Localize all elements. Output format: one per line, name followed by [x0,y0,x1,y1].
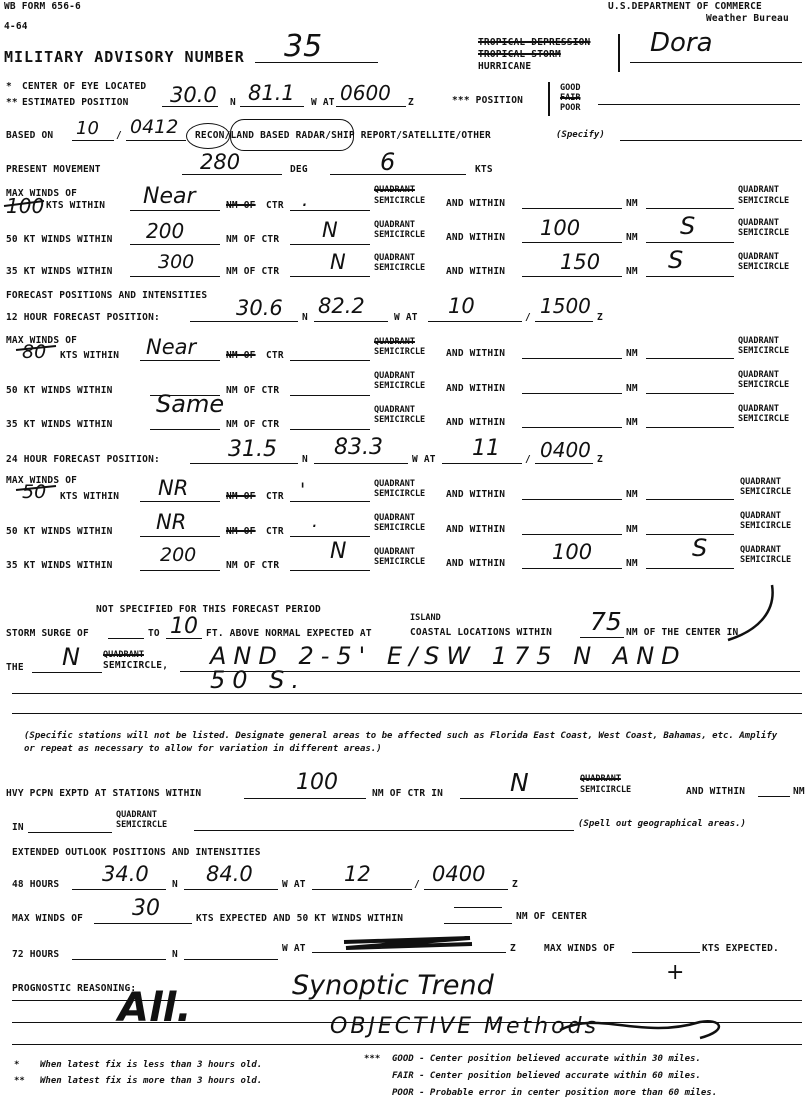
f24-slash: / [525,454,531,465]
f24-w35: 200 [160,544,197,566]
w50-semicircle-r: SEMICIRCLE [738,228,790,238]
f24-w50-nm-struck: NM OF [226,526,256,537]
h72-max-winds-label: MAX WINDS OF [544,943,616,954]
w35-semicircle: SEMICIRCLE [374,263,426,273]
advisory-number: 35 [284,29,323,64]
center-time: 0600 [340,81,391,105]
h48-lon: 84.0 [206,862,253,886]
not-specified-label: NOT SPECIFIED FOR THIS FORECAST PERIOD [96,604,321,615]
h48-kts-expected: KTS EXPECTED AND 50 KT WINDS WITHIN [196,913,404,924]
based-time: 0412 [130,116,179,138]
f24-w50-quadrant: QUADRANT [374,513,415,523]
h48-n: N [172,879,178,890]
f12-quadrant-struck: QUADRANT [374,337,415,347]
max-winds-label: MAX WINDS OF [6,188,78,199]
w35-value: 300 [158,251,195,273]
f12-w50-quadrant-r: QUADRANT [738,370,779,380]
f12-w35-semicircle-r: SEMICIRCLE [738,414,790,424]
w35-within2: 150 [560,250,601,274]
f24-z: Z [597,454,603,465]
f12-lon: 82.2 [318,294,365,318]
type-hurricane: HURRICANE [478,61,532,72]
f12-lat: 30.6 [236,296,283,320]
h48-max-value: 30 [132,896,160,921]
f12-label: 12 HOUR FORECAST POSITION: [6,312,160,323]
w50-label: 50 KT WINDS WITHIN [6,234,113,245]
pcpn-semicircle-2: SEMICIRCLE [116,820,168,830]
type-depression: TROPICAL DEPRESSION [478,37,591,48]
footer-note-2: When latest fix is more than 3 hours old. [40,1076,263,1086]
f12-semicircle-r: SEMICIRCLE [738,346,790,356]
f12-same: Same [156,390,225,418]
footer-poor: POOR - Probable error in center position more than 60 miles. [392,1088,718,1098]
f12-w35-label: 35 KT WINDS WITHIN [6,419,113,430]
f24-nm: NM [626,489,638,500]
f12-nm: NM [626,348,638,359]
f24-w35-semicircle-r: SEMICIRCLE [740,555,792,565]
footer-fair: FAIR - Center position believed accurate within 60 miles. [392,1071,701,1081]
department: U.S.DEPARTMENT OF COMMERCE [608,1,762,12]
center-lon: 81.1 [248,81,295,105]
nm-label: NM [626,198,638,209]
surge-to-label: TO [148,628,160,639]
w50-dir2: S [680,212,696,240]
w50-semicircle: SEMICIRCLE [374,230,426,240]
f24-nm-of-struck: NM OF [226,491,256,502]
f24-quadrant: QUADRANT [374,479,415,489]
nm-of-struck: NM OF [226,200,256,211]
f12-w50-semicircle-r: SEMICIRCLE [738,380,790,390]
f24-ctr: CTR [266,491,284,502]
ctr-label: CTR [266,200,284,211]
h72-n: N [172,949,178,960]
max-within-value: Near [143,184,196,209]
estimated-position-label: ESTIMATED POSITION [22,97,129,108]
based-date: 10 [76,118,99,139]
pcpn-quadrant-struck: QUADRANT [580,774,621,784]
f24-w50-semicircle-r: SEMICIRCLE [740,521,792,531]
quadrant-label-r: QUADRANT [738,185,779,195]
island-label: ISLAND [410,613,441,623]
f24-lon: 83.3 [334,435,383,460]
f12-w50-quadrant: QUADRANT [374,371,415,381]
surge-instructions: (Specific stations will not be listed. Designate general areas to be affected such as Florida East Coast, West Coast, Bahamas, etc. Amplify or repeat as necessary to allow for variation in different areas.) [24,731,778,754]
kts-label: KTS [475,164,493,175]
w35-nm: NM [626,266,638,277]
f12-z: Z [597,312,603,323]
f24-max-value: 50 [22,481,47,503]
w50-and-within: AND WITHIN [446,232,506,243]
surge-note-1: AND 2-5' E/SW 175 N AND [210,642,687,670]
pcpn-label: HVY PCPN EXPTD AT STATIONS WITHIN [6,788,202,799]
h48-nm-of-center: NM OF CENTER [516,911,588,922]
footer-marker-2: ** [14,1076,25,1086]
form-date: 4-64 [4,21,28,32]
f24-w35-quadrant: QUADRANT [374,547,415,557]
max-winds-value: 100 [6,194,45,218]
center-lat: 30.0 [170,83,217,107]
max-dot: . [302,187,309,211]
w35-dir2: S [668,246,684,274]
f24-max-winds-label: MAX WINDS OF [6,475,78,486]
position-label: *** POSITION [452,95,524,106]
f24-w35-nm2: NM [626,558,638,569]
h48-label: 48 HOURS [12,879,60,890]
f12-n: N [302,312,308,323]
h48-day: 12 [344,862,371,886]
forecast-heading: FORECAST POSITIONS AND INTENSITIES [6,290,208,301]
f24-tick: ' [300,479,306,501]
w35-and-within: AND WITHIN [446,266,506,277]
f12-max-value: 80 [22,341,47,363]
coastal-label: COASTAL LOCATIONS WITHIN [410,627,553,638]
based-options: RECON/LAND BASED RADAR/SHIP REPORT/SATELLITE/OTHER [195,130,491,141]
storm-name: Dora [650,28,713,58]
center-label: CENTER OF EYE LOCATED [22,81,147,92]
h48-z: Z [512,879,518,890]
f12-w50-nm: NM OF CTR [226,385,280,396]
f12-time: 1500 [540,294,591,318]
reasoning-hand-1: All. [118,985,192,1031]
f24-w35-label: 35 KT WINDS WITHIN [6,560,113,571]
pcpn-nm: NM [793,786,805,797]
deg-label: DEG [290,164,308,175]
h48-w-at: W AT [282,879,306,890]
h72-w-at: W AT [282,943,306,954]
h48-slash: / [414,879,420,890]
page-title: MILITARY ADVISORY NUMBER [4,48,245,66]
f24-w50-semicircle: SEMICIRCLE [374,523,426,533]
f24-n: N [302,454,308,465]
f24-w50-ctr: CTR [266,526,284,537]
surge-ft-label: FT. ABOVE NORMAL EXPECTED AT [206,628,372,639]
f24-w35-and-within: AND WITHIN [446,558,506,569]
f24-w50-dot: . [312,510,319,532]
f12-w50-label: 50 KT WINDS WITHIN [6,385,113,396]
max-winds-strike [4,201,44,206]
f12-w-at: W AT [394,312,418,323]
f12-kts-within: KTS WITHIN [60,350,120,361]
storm-surge-label: STORM SURGE OF [6,628,89,639]
w35-semicircle-r: SEMICIRCLE [738,262,790,272]
pcpn-dir: N [510,768,529,797]
reasoning-plus: + [666,960,685,985]
f24-max-strike [16,486,56,490]
surge-curve [728,585,773,640]
pcpn-value: 100 [296,770,338,795]
footer-marker-3: *** [364,1054,381,1064]
f24-w50-nm2: NM [626,524,638,535]
f12-max-winds-label: MAX WINDS OF [6,335,78,346]
f12-w35-and-within: AND WITHIN [446,417,506,428]
f24-semicircle: SEMICIRCLE [374,489,426,499]
footer-good: GOOD - Center position believed accurate within 30 miles. [392,1054,701,1064]
f12-w35-nm2: NM [626,417,638,428]
f24-w50-quadrant-r: QUADRANT [740,511,781,521]
f12-w50-and-within: AND WITHIN [446,383,506,394]
f12-w50-semicircle: SEMICIRCLE [374,381,426,391]
semicircle-label: SEMICIRCLE [374,196,426,206]
w50-nm-of-ctr: NM OF CTR [226,234,280,245]
surge-semicircle: SEMICIRCLE, [103,660,169,671]
f24-within: NR [158,476,189,500]
f24-w35-nm: NM OF CTR [226,560,280,571]
h72-z: Z [510,943,516,954]
f12-semicircle: SEMICIRCLE [374,347,426,357]
form-number: WB FORM 656-6 [4,1,81,12]
w50-value: 200 [146,219,185,243]
f24-w35-within2: 100 [552,540,593,564]
w50-quadrant-r: QUADRANT [738,218,779,228]
f24-w-at: W AT [412,454,436,465]
spell-out-note: (Spell out geographical areas.) [578,819,746,829]
f12-w35-quadrant: QUADRANT [374,405,415,415]
footer-marker-1: * [14,1060,20,1070]
h48-lat: 34.0 [102,862,149,886]
f24-semicircle-r: SEMICIRCLE [740,487,792,497]
w50-quadrant: QUADRANT [374,220,415,230]
f24-w50: NR [156,510,187,534]
h48-max-winds-label: MAX WINDS OF [12,913,84,924]
h48-time: 0400 [432,862,486,886]
w-at-label: W AT [311,97,335,108]
h72-kts-expected: KTS EXPECTED. [702,943,779,954]
f24-and-within: AND WITHIN [446,489,506,500]
w50-within2: 100 [540,216,581,240]
present-movement-label: PRESENT MOVEMENT [6,164,101,175]
the-label: THE [6,662,24,673]
f12-ctr: CTR [266,350,284,361]
marker-double: ** [6,97,18,108]
pos-fair: FAIR [560,93,581,103]
f24-w50-and-within: AND WITHIN [446,524,506,535]
f12-w35-semicircle: SEMICIRCLE [374,415,426,425]
f24-quadrant-r: QUADRANT [740,477,781,487]
f12-quadrant-r: QUADRANT [738,336,779,346]
f12-day: 10 [448,294,475,318]
h72-label: 72 HOURS [12,949,60,960]
pcpn-semicircle: SEMICIRCLE [580,785,632,795]
w50-nm: NM [626,232,638,243]
pcpn-and-within: AND WITHIN [686,786,746,797]
pos-good: GOOD [560,83,581,93]
reasoning-label: PROGNOSTIC REASONING: [12,983,137,994]
w35-nm-of-ctr: NM OF CTR [226,266,280,277]
footer-note-1: When latest fix is less than 3 hours old. [40,1060,263,1070]
based-slash: / [116,130,122,141]
h72-scribble [344,938,472,948]
surge-note-2: 50 S. [210,666,307,694]
f24-day: 11 [472,436,500,461]
pos-poor: POOR [560,103,581,113]
surge-within-value: 75 [590,607,622,636]
bureau: Weather Bureau [706,13,789,24]
based-specify: (Specify) [556,130,605,140]
pcpn-in-label: IN [12,822,24,833]
f24-w35-quadrant-r: QUADRANT [740,545,781,555]
f12-within: Near [146,335,197,359]
f12-w35-quadrant-r: QUADRANT [738,404,779,414]
surge-quadrant-struck: QUADRANT [103,650,144,660]
extended-heading: EXTENDED OUTLOOK POSITIONS AND INTENSITIES [12,847,261,858]
semicircle-label-r: SEMICIRCLE [738,196,790,206]
movement-kts: 6 [380,148,396,176]
reasoning-hand-2: Synoptic Trend [292,970,494,1001]
z-label: Z [408,97,414,108]
f12-and-within: AND WITHIN [446,348,506,359]
f24-w35-dir: N [330,539,347,564]
f12-w50-nm2: NM [626,383,638,394]
reasoning-hand-3: OBJECTIVE Methods [330,1014,600,1039]
kts-within-label: KTS WITHIN [46,200,106,211]
w35-label: 35 KT WINDS WITHIN [6,266,113,277]
nm-center-label: NM OF THE CENTER IN [626,627,739,638]
f12-max-strike [16,346,56,350]
methods-scribble [560,1021,719,1038]
f24-lat: 31.5 [228,437,277,462]
quadrant-struck: QUADRANT [374,185,415,195]
f24-time: 0400 [540,438,591,462]
and-within-label: AND WITHIN [446,198,506,209]
w35-quadrant: QUADRANT [374,253,415,263]
w35-dir: N [330,250,346,274]
w50-dir: N [322,218,338,242]
f24-label: 24 HOUR FORECAST POSITION: [6,454,160,465]
f12-slash: / [525,312,531,323]
pcpn-nm-of-ctr-in: NM OF CTR IN [372,788,444,799]
w35-quadrant-r: QUADRANT [738,252,779,262]
type-storm: TROPICAL STORM [478,49,561,60]
surge-dir: N [62,643,80,671]
f12-nm-of-struck: NM OF [226,350,256,361]
f24-w35-semicircle: SEMICIRCLE [374,557,426,567]
movement-deg: 280 [200,150,241,174]
f24-kts-within: KTS WITHIN [60,491,120,502]
based-on-label: BASED ON [6,130,54,141]
pcpn-quadrant-2: QUADRANT [116,810,157,820]
f24-w35-dir2: S [692,534,708,562]
f12-w35-nm: NM OF CTR [226,419,280,430]
n-label: N [230,97,236,108]
surge-to-value: 10 [170,614,198,639]
marker-single: * [6,81,12,92]
f24-w50-label: 50 KT WINDS WITHIN [6,526,113,537]
